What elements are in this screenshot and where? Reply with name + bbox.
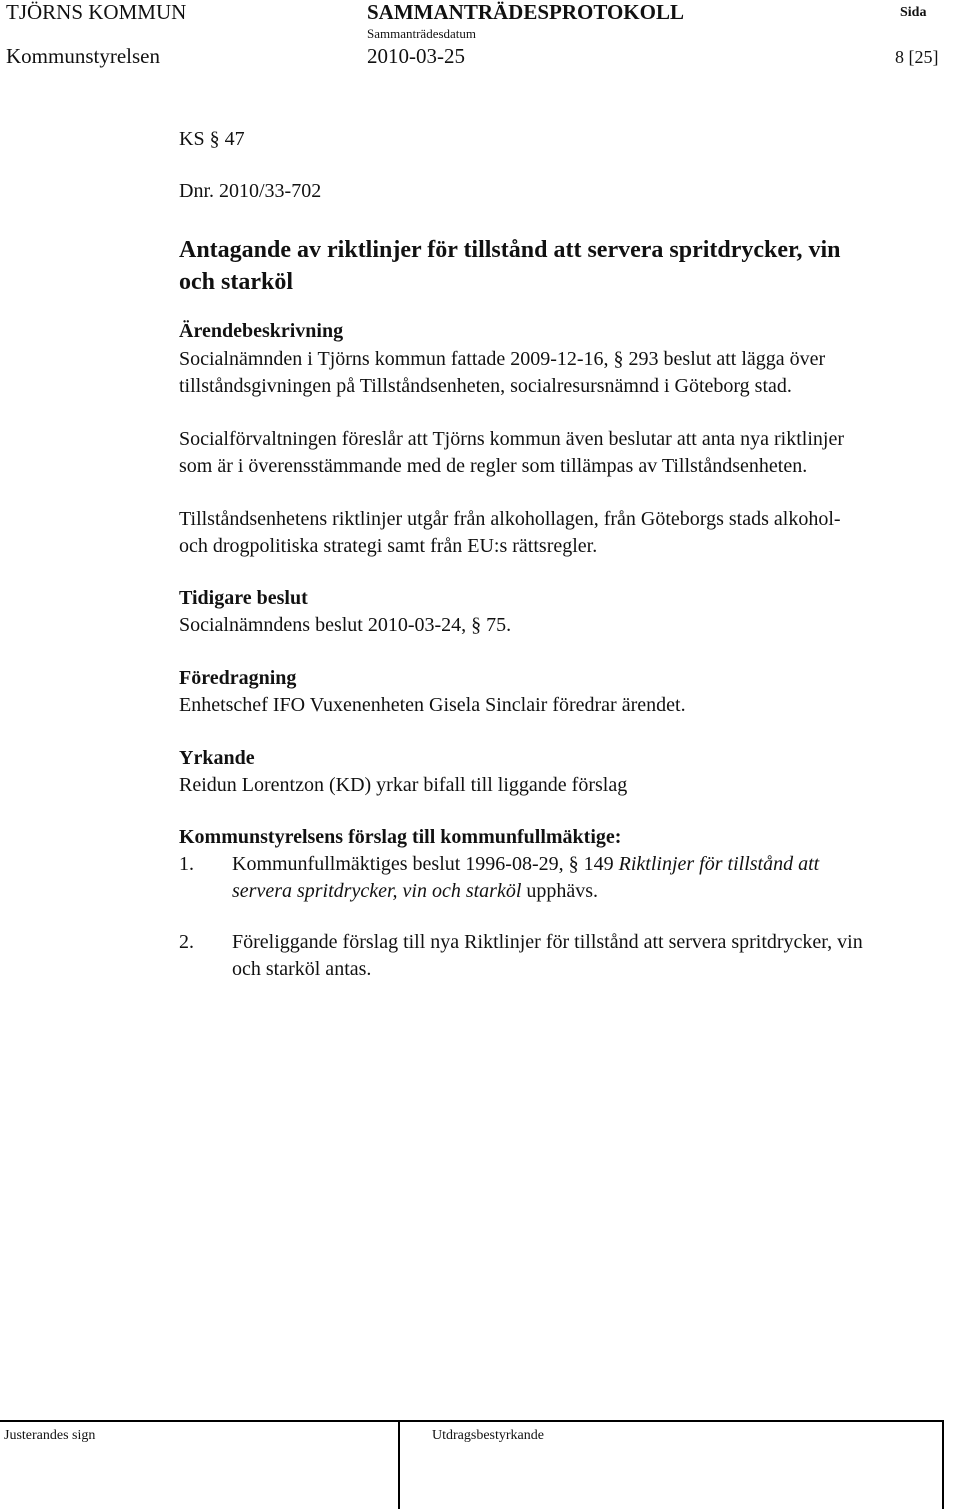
case-title-line: Antagande av riktlinjer för tillstånd att servera spritdrycker, vin xyxy=(179,237,841,263)
proposal-item-text: Kommunfullmäktiges beslut 1996-08-29, § 149 xyxy=(232,853,619,875)
proposal-item-number: 2. xyxy=(179,931,194,953)
paragraph-line: som är i överensstämmande med de regler som tillämpas av Tillståndsenheten. xyxy=(179,455,808,477)
section-heading-tidigare-beslut: Tidigare beslut xyxy=(179,587,308,609)
proposal-item-line xyxy=(232,880,598,903)
proposal-item-italic: servera spritdrycker, vin och starköl xyxy=(232,880,522,902)
proposal-item-line: och starköl antas. xyxy=(232,958,372,980)
municipality-name: TJÖRNS KOMMUN xyxy=(6,0,187,24)
footer-label-utdragsbestyrkande: Utdragsbestyrkande xyxy=(432,1428,544,1443)
paragraph-reference: KS § 47 xyxy=(179,128,245,150)
paragraph-line: Tillståndsenhetens riktlinjer utgår från alkohollagen, från Göteborgs stads alkohol- xyxy=(179,508,841,530)
section-heading-foredragning: Föredragning xyxy=(179,667,297,689)
footer-rule xyxy=(0,1420,944,1422)
presentation-text: Enhetschef IFO Vuxenenheten Gisela Sinclair föredrar ärendet. xyxy=(179,694,686,716)
proposal-item-italic: Riktlinjer för tillstånd att xyxy=(618,853,820,875)
section-heading-yrkande: Yrkande xyxy=(179,747,255,769)
section-heading-arendebeskrivning: Ärendebeskrivning xyxy=(179,320,344,342)
page-number: 8 [25] xyxy=(895,47,939,67)
committee-name: Kommunstyrelsen xyxy=(6,44,160,68)
case-title xyxy=(179,234,841,298)
footer-divider-left xyxy=(398,1420,400,1509)
section-heading-proposal: Kommunstyrelsens förslag till kommunfullmäktige: xyxy=(179,826,622,848)
footer-divider-right xyxy=(942,1420,944,1509)
proposal-item-text: upphävs. xyxy=(521,880,599,902)
paragraph-line: Socialnämnden i Tjörns kommun fattade 2009-12-16, § 293 beslut att lägga över xyxy=(179,348,826,370)
paragraph-line: och drogpolitiska strategi samt från EU:s rättsregler. xyxy=(179,535,598,557)
page-label: Sida xyxy=(900,5,927,20)
case-title-line: och starköl xyxy=(179,269,293,295)
paragraph-line: tillståndsgivningen på Tillståndsenheten, socialresursnämnd i Göteborg stad. xyxy=(179,375,792,397)
previous-decision-text: Socialnämndens beslut 2010-03-24, § 75. xyxy=(179,614,512,636)
document-title: SAMMANTRÄDESPROTOKOLL xyxy=(367,0,684,24)
footer-label-justerandes-sign: Justerandes sign xyxy=(4,1428,96,1443)
motion-text: Reidun Lorentzon (KD) yrkar bifall till liggande förslag xyxy=(179,774,628,796)
diary-number: Dnr. 2010/33-702 xyxy=(179,180,322,202)
proposal-item-number: 1. xyxy=(179,853,194,875)
meeting-date-label: Sammanträdesdatum xyxy=(367,26,477,41)
proposal-item-line: Föreliggande förslag till nya Riktlinjer för tillstånd att servera spritdrycker, vin xyxy=(232,931,863,953)
meeting-date: 2010-03-25 xyxy=(367,44,465,68)
proposal-item-line xyxy=(232,853,819,876)
paragraph-line: Socialförvaltningen föreslår att Tjörns kommun även beslutar att anta nya riktlinjer xyxy=(179,428,844,450)
